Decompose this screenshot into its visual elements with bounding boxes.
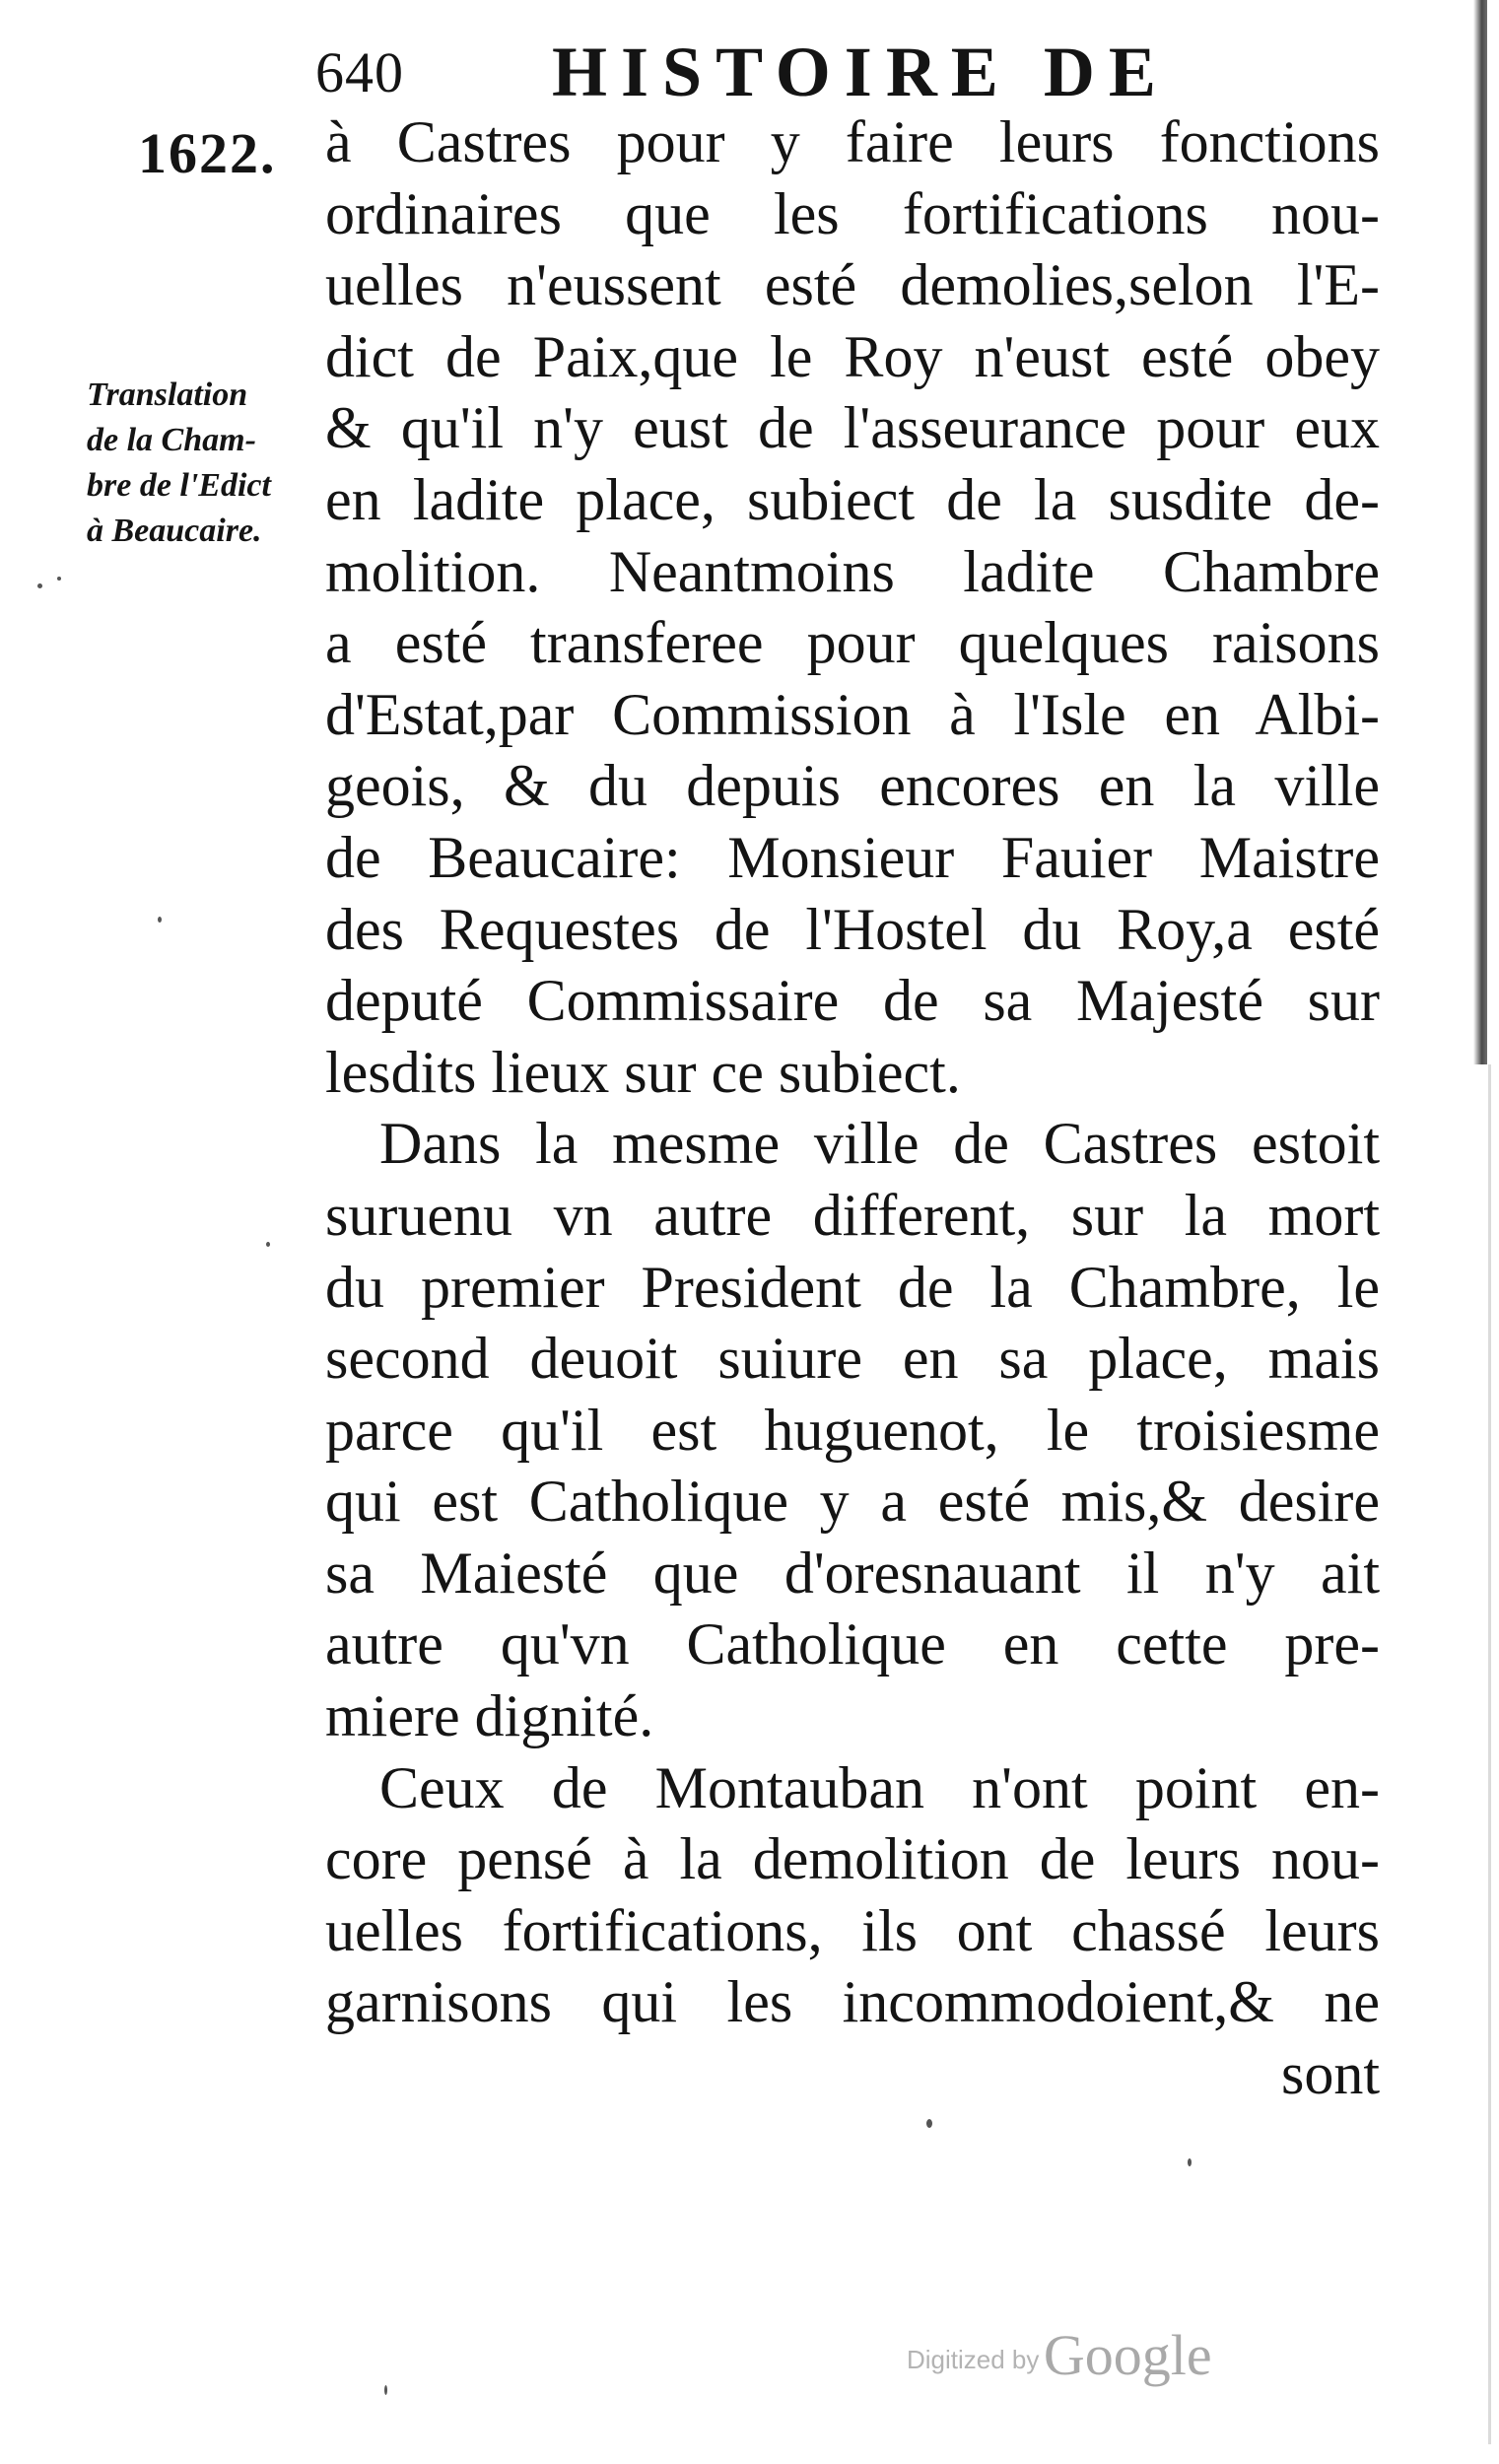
margin-note-line: Translation: [87, 376, 248, 413]
ink-speck: [384, 2385, 387, 2395]
margin-note-line: à Beaucaire.: [87, 513, 262, 549]
text-line: molition. Neantmoins ladite Chambre: [325, 538, 1380, 604]
ink-speck: [266, 1242, 270, 1247]
text-line: du premier President de la Chambre, le: [325, 1254, 1380, 1320]
running-head: HISTOIRE DE: [552, 33, 1170, 111]
text-line: core pensé à la demolition de leurs nou-: [325, 1826, 1380, 1892]
ink-speck: [57, 577, 61, 581]
margin-year: 1622.: [138, 121, 277, 185]
text-line: parce qu'il est huguenot, le troisiesme: [325, 1397, 1380, 1463]
text-line: dict de Paix,que le Roy n'eust esté obey: [325, 323, 1380, 389]
margin-note: [87, 373, 323, 554]
text-line: garnisons qui les incommodoient,& ne: [325, 1969, 1380, 2035]
text-line: geois, & du depuis encores en la ville: [325, 753, 1380, 819]
text-line: uelles fortifications, ils ont chassé leurs: [325, 1897, 1380, 1963]
page-edge-line: [1488, 1064, 1491, 2444]
google-logo: Google: [1043, 2323, 1212, 2387]
text-line: d'Estat,par Commission à l'Isle en Albi-: [325, 681, 1380, 747]
text-line: uelles n'eussent esté demolies,selon l'E-: [325, 252, 1380, 318]
text-line: suruenu vn autre different, sur la mort: [325, 1182, 1380, 1248]
text-line: Ceux de Montauban n'ont point en-: [379, 1754, 1380, 1820]
text-line: a esté transferee pour quelques raisons: [325, 610, 1380, 676]
text-line: deputé Commissaire de sa Majesté sur: [325, 968, 1380, 1034]
page-binding-shadow: [1473, 0, 1487, 1064]
watermark-prefix: Digitized by: [907, 2345, 1040, 2374]
text-line: Dans la mesme ville de Castres estoit: [379, 1111, 1380, 1177]
text-line: des Requestes de l'Hostel du Roy,a esté: [325, 896, 1380, 962]
text-line: second deuoit suiure en sa place, mais: [325, 1326, 1380, 1392]
body-text: [325, 106, 1380, 2110]
text-line: autre qu'vn Catholique en cette pre-: [325, 1611, 1380, 1677]
text-line: ordinaires que les fortifications nou-: [325, 180, 1380, 246]
text-line: qui est Catholique y a esté mis,& desire: [325, 1469, 1380, 1535]
margin-note-line: bre de l'Edict: [87, 467, 271, 504]
text-line: miere dignité.: [325, 1683, 654, 1749]
text-line: & qu'il n'y eust de l'asseurance pour eux: [325, 395, 1380, 461]
text-line: en ladite place, subiect de la susdite de-: [325, 466, 1380, 532]
ink-speck: [158, 917, 162, 923]
catchword: sont: [1280, 2041, 1380, 2107]
digitized-watermark: [907, 2322, 1212, 2388]
text-line: lesdits lieux sur ce subiect.: [325, 1039, 961, 1105]
text-line: à Castres pour y faire leurs fonctions: [325, 109, 1380, 174]
ink-speck: [1188, 2158, 1192, 2166]
page-number: 640: [315, 40, 404, 104]
text-line: sa Maiesté que d'oresnauant il n'y ait: [325, 1540, 1380, 1606]
text-line: de Beaucaire: Monsieur Fauier Maistre: [325, 824, 1380, 890]
ink-speck: [926, 2119, 932, 2128]
ink-speck: [37, 583, 42, 588]
margin-note-line: de la Cham-: [87, 422, 256, 458]
